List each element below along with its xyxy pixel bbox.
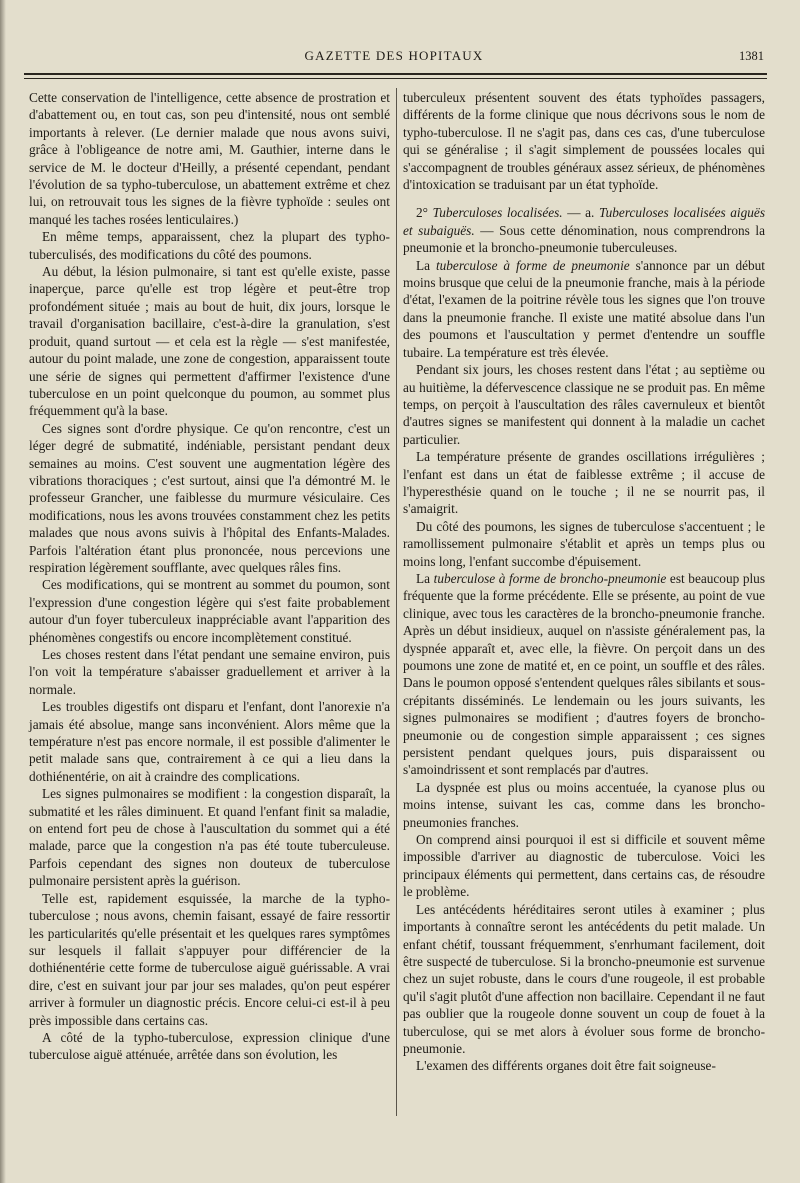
text-run: La [416,570,434,586]
left-column [29,89,390,1064]
paragraph: Les troubles digestifs ont disparu et l'enfant, dont l'anorexie n'a jamais été absolue, mange sans inconvénient. Alors même que la température n'est pas encore normale, il est possible d'alimenter le petit malade sans que, contrairement à ce qui a lieu dans la dothiénentérie, on ait à craindre des complications. [29,699,390,784]
section-text: — Sous cette dénomination, nous comprendrons la pneumonie et la broncho-pneumonie tuberculeuses. [403,222,765,256]
paragraph: Cette conservation de l'intelligence, cette absence de prostration et d'abattement ou, en tout cas, son peu d'intensité, nous ont semblé importants à relever. (Le dernier malade que nous avons suivi, grâce à l'obligeance de notre ami, M. Gauthier, interne dans le service de M. le docteur d'Heilly, a présenté cependant, pendant l'évolution de sa typho-tuberculose, un abattement extrême et chez lui, on retrouvait tous les signes de la fièvre typhoïde : seules ont manqué les taches rosées lenticulaires.) [29,90,390,227]
journal-title: GAZETTE DES HOPITAUX [304,48,484,63]
paragraph [403,570,765,779]
subsection-title: Tuberculoses localisées aiguës et subaiguës. [403,205,765,238]
section-heading-paragraph [403,204,765,256]
section-title: Tuberculoses localisées. [432,205,563,221]
paragraph: Les antécédents héréditaires seront utiles à examiner ; plus importants à connaître seront les antécédents du petit malade. Un enfant chétif, toussant fréquemment, s'enrhumant facilement, doit être suspecté de tuberculose. Si la broncho-pneumonie est survenue chez un sujet robuste, dans le cours d'une rougeole, il est probable qu'il s'agit plutôt d'une affection non bacillaire. Cependant il ne faut pas oublier que la rougeole donne souvent un coup de fouet à la tuberculose, qui se met alors à évoluer sous forme de broncho-pneumonie. [403,901,765,1056]
paragraph: Ces signes sont d'ordre physique. Ce qu'on rencontre, c'est un léger degré de submatité, indéniable, persistant pendant deux semaines au moins. C'est souvent une augmentation légère des vibrations thoraciques ; c'est surtout, ainsi que l'a démontré M. le professeur Grancher, une faiblesse du murmure vésiculaire. Ces modifications, nous les avons trouvées constamment chez les petits malades que nous avons suivis à l'hôpital des Enfants-Malades. Parfois l'altération étant plus prononcée, nous percevions une respiration légèrement soufflante, avec quelques râles fins. [29,420,390,575]
paragraph: Au début, la lésion pulmonaire, si tant est qu'elle existe, passe inaperçue, parce qu'elle est trop légère et peut-être trop profondément située ; mais au bout de huit, dix jours, lorsque le travail d'organisation bacillaire, c'est-à-dire la granulation, s'est produit, quand surtout — et cela est la règle — s'est manifestée, autour du point malade, une zone de congestion, apparaissent toute une série de signes qui permettent d'affirmer l'existence d'une tuberculose en un point quelconque du poumon, au sommet plus fréquemment qu'à la base. [29,264,390,419]
header-rule-thick [24,73,767,75]
paragraph: En même temps, apparaissent, chez la plupart des typho-tuberculisés, des modifications du côté des poumons. [29,229,390,262]
paragraph: tuberculeux présentent souvent des états typhoïdes passagers, différents de la forme clinique que nous décrivons sous le nom de typho-tuberculose. Il ne s'agit pas, dans ces cas, d'une tuberculose qui se généralise ; il s'agit simplement de poussées locales qui s'accompagnent de troubles généraux assez sérieux, de phénomènes d'intoxication se traduisant par un état typhoïde. [403,90,765,193]
paragraph: Telle est, rapidement esquissée, la marche de la typho-tuberculose ; nous avons, chemin faisant, essayé de faire ressortir les particularités qu'elle présentait et les quelques rares symptômes sur lesquels il fallait s'appuyer pour différencier de la dothiénentérie cette forme de tuberculose aiguë guérissable. A vrai dire, c'est en suivant jour par jour ses malades, qu'on peut espérer arriver à formuler un diagnostic précis. Encore celui-ci est-il à peu près impossible dans certains cas. [29,890,390,1028]
paragraph: Les choses restent dans l'état pendant une semaine environ, puis l'on voit la température s'abaisser graduellement et arriver à la normale. [29,647,390,697]
paragraph: Ces modifications, qui se montrent au sommet du poumon, sont l'expression d'une congestion légère qui s'est faite probablement autour d'un foyer tuberculeux inappréciable avant l'apparition des phénomènes congestifs ou encore incomplètement constitué. [29,577,390,645]
term-emphasis: tuberculose à forme de broncho-pneumonie [433,570,667,586]
paragraph: Du côté des poumons, les signes de tuberculose s'accentuent ; le ramollissement pulmonaire s'établit et après un temps plus ou moins long, l'enfant succombe d'épuisement. [403,518,765,569]
paragraph [403,257,765,361]
header-rule-thin [24,78,767,79]
section-number: 2° [416,205,433,221]
text-run: La [416,257,436,273]
paragraph: On comprend ainsi pourquoi il est si difficile et souvent même impossible d'arriver au diagnostic de tuberculose. Voici les principaux éléments qui permettent, dans certains cas, de résoudre le problème. [403,832,765,900]
column-divider [396,88,397,1116]
paragraph: La dyspnée est plus ou moins accentuée, la cyanose plus ou moins intense, suivant les cas, comme dans les broncho-pneumonies franches. [403,779,765,830]
paragraph: L'examen des différents organes doit être fait soigneuse- [416,1058,716,1074]
paragraph: A côté de la typho-tuberculose, expression clinique d'une tuberculose aiguë atténuée, arrêtée dans son évolution, les [29,1029,390,1063]
paragraph: Les signes pulmonaires se modifient : la congestion disparaît, la submatité et les râles diminuent. Et quand l'enfant finit sa maladie, on entend fort peu de chose à l'auscultation du sommet qui a été malade, parce que la congestion n'a pas été toute tuberculeuse. Parfois cependant des signes non douteux de tuberculose pulmonaire persistent après la guérison. [29,786,390,889]
page-number: 1381 [739,49,764,63]
page-binding-edge [0,0,6,1183]
term-emphasis: tuberculose à forme de pneumonie [435,257,630,273]
text-run: s'annonce par un début moins brusque que celui de la pneumonie franche, mais à la période d'état, l'examen de la poitrine révèle tous les signes que l'on trouve dans la pneumonie franche. Il existe une matité absolue dans l'un des poumons et l'auscultation y permet d'entendre un souffle tubaire. La température est très élevée. [403,257,766,360]
page-header [24,46,764,64]
right-column [403,89,765,1075]
paragraph: Pendant six jours, les choses restent dans l'état ; au septième ou au huitième, la défervescence classique ne se produit pas. En même temps, on perçoit à l'auscultation des râles cavernuleux et bientôt d'autres signes se manifestent qui donnent à la maladie un cachet particulier. [403,362,765,447]
section-separator: — a. [562,205,599,221]
text-run: est beaucoup plus fréquente que la forme précédente. Elle se présente, au point de vue clinique, avec tous les caractères de la broncho-pneumonie franche. Après un début insidieux, auquel on n'assiste généralement pas, la dyspnée apparaît et, avec elle, la fièvre. On perçoit dans un des poumons une zone de matité et, en ce point, un souffle et des râles. Dans le poumon opposé s'entendent quelques râles sibilants et sous-crépitants disséminés. Le lendemain ou les jours suivants, les signes pulmonaires se modifient ; d'autres foyers de broncho-pneumonie ou de congestion simple apparaissent ; ces signes persistent pendant quelques jours, puis disparaissent ou s'amoindrissent et sont remplacés par d'autres. [403,570,765,778]
paragraph: La température présente de grandes oscillations irrégulières ; l'enfant est dans un état de faiblesse extrême ; il accuse de l'hyperesthésie quand on le touche ; il ne se nourrit pas, il s'amaigrit. [403,449,765,517]
